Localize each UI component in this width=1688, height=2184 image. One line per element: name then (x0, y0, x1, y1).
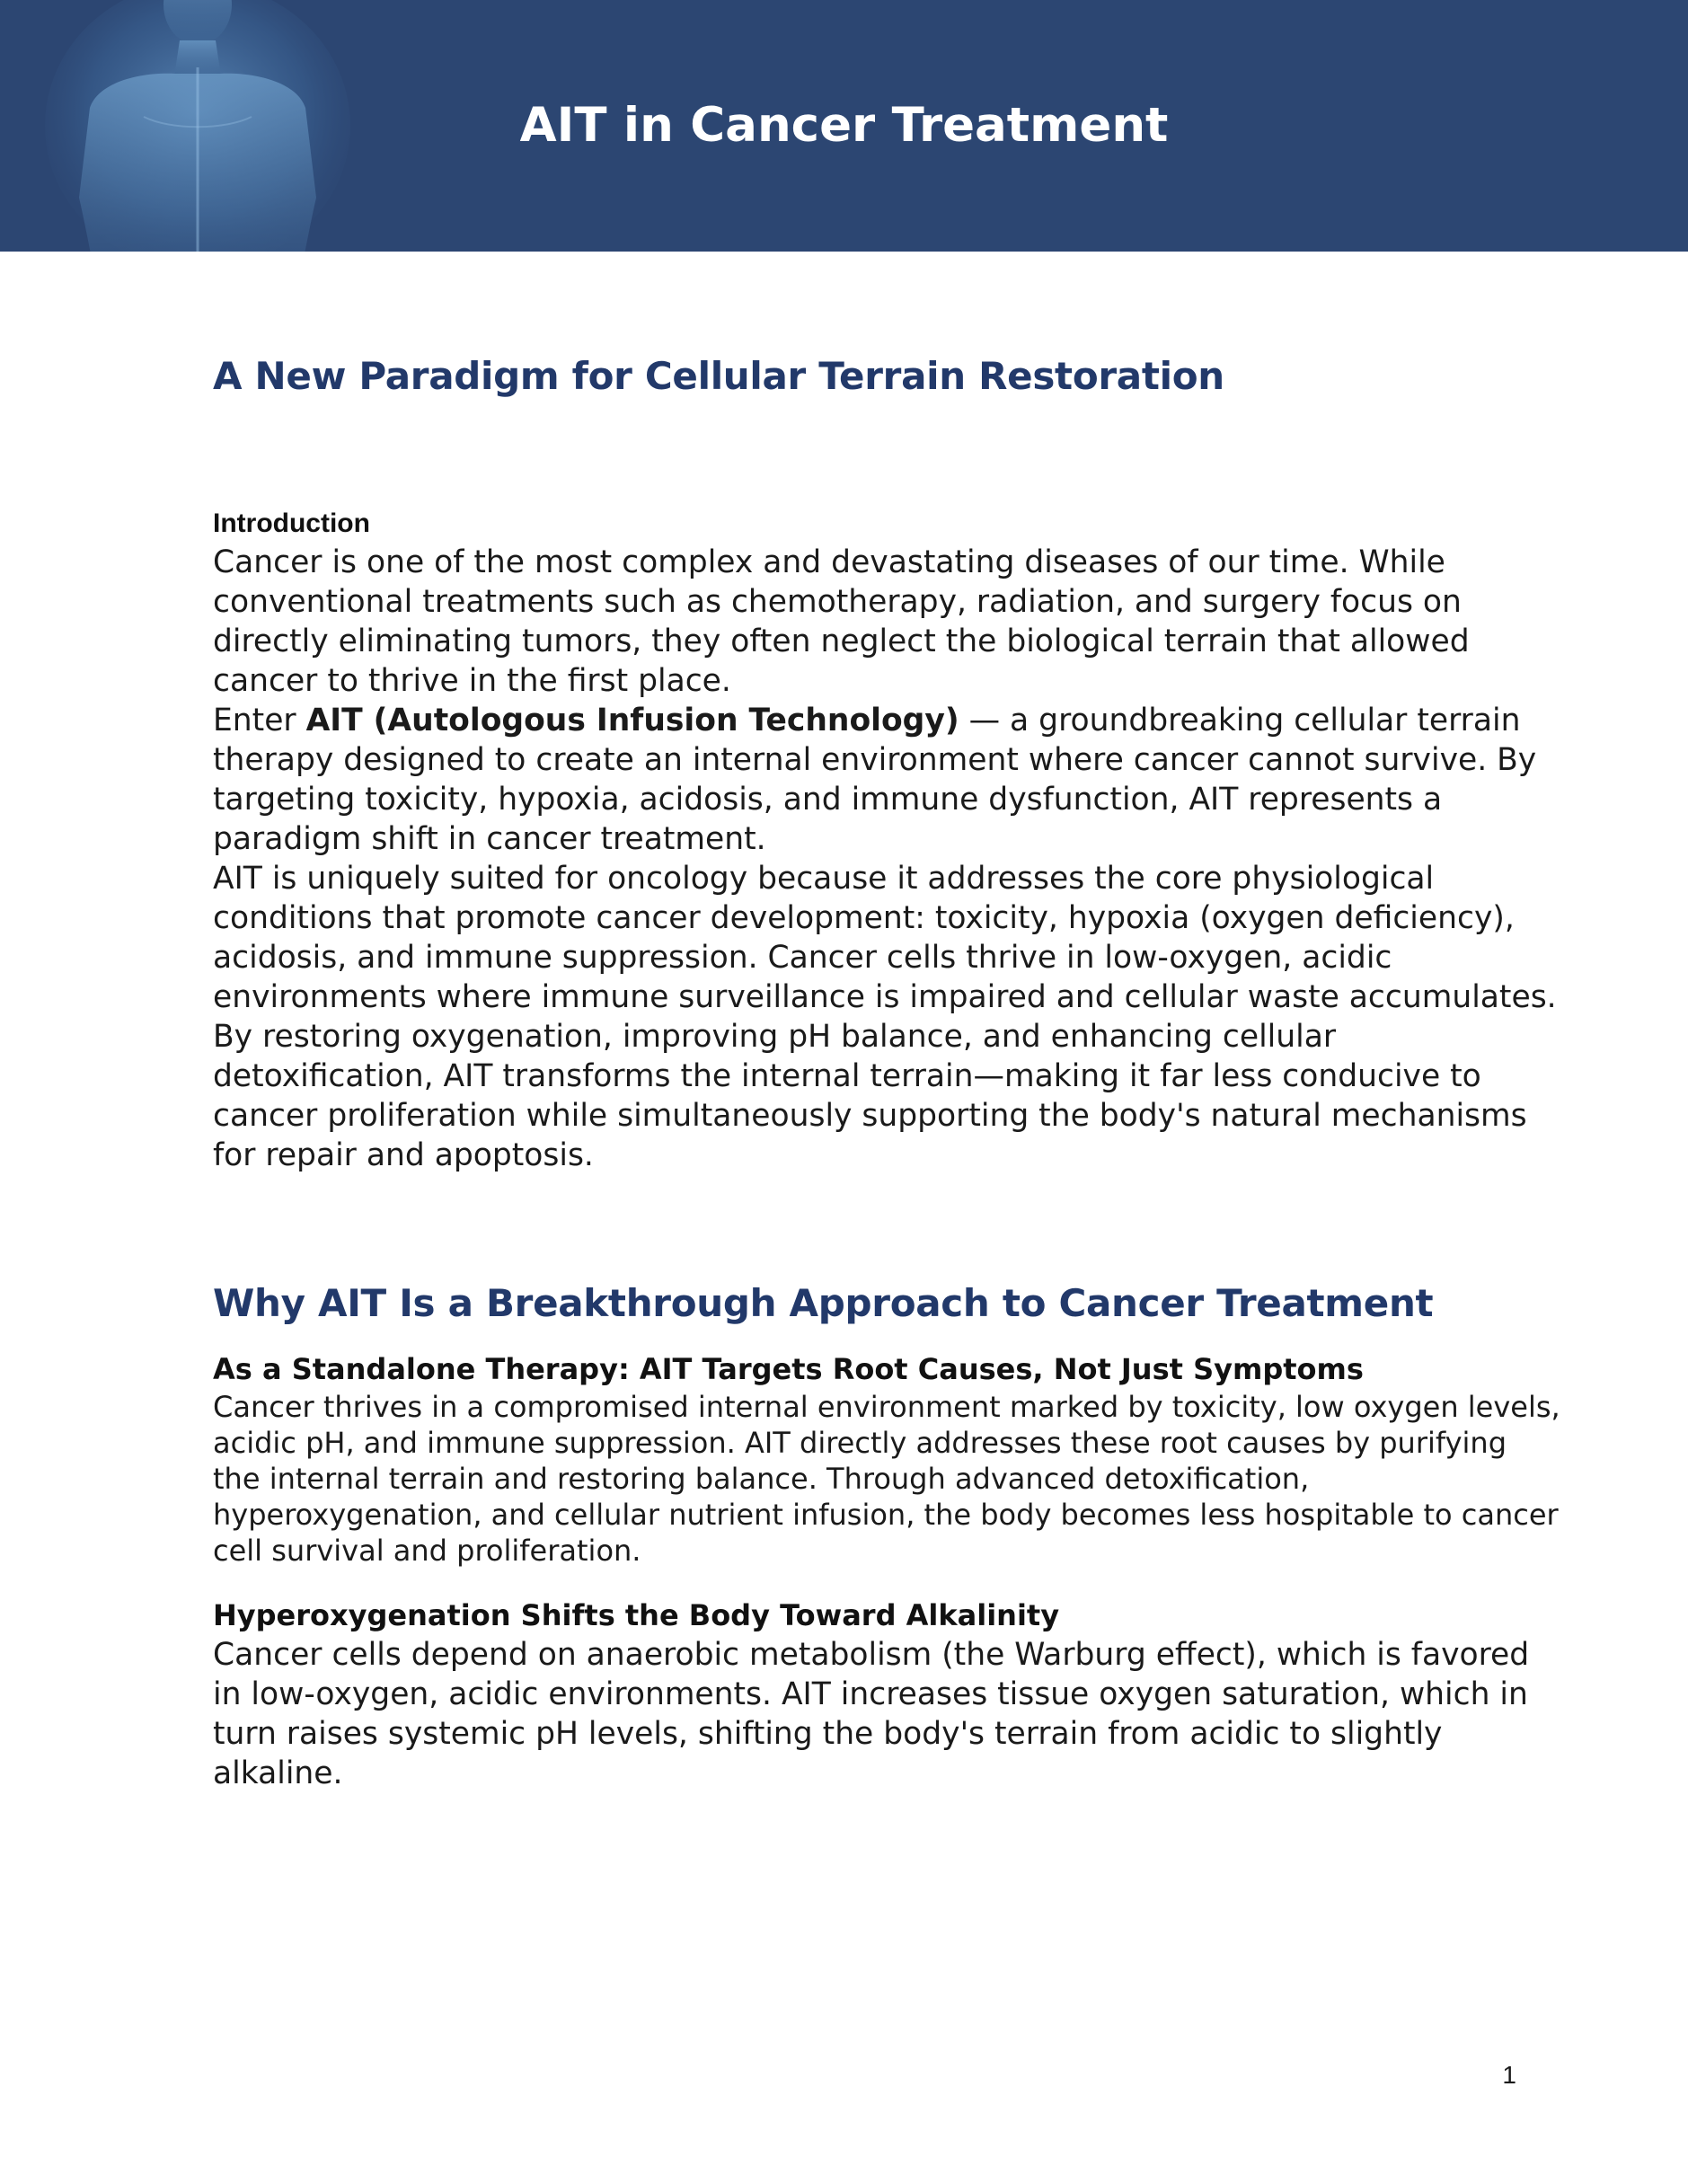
paragraph-root-causes: Cancer thrives in a compromised internal environment marked by toxicity, low oxygen levels, acidic pH, and immune suppression. AIT directly addresses these root causes by purifying the internal terrain and restoring balance. Through advanced detoxification, hyperoxygenation, and cellular nutrient infusion, the body becomes less hospitable to cancer cell survival and proliferation. (213, 1390, 1560, 1568)
page-title: AIT in Cancer Treatment (519, 98, 1169, 153)
paragraph-ait-intro (213, 701, 1560, 859)
section-heading-breakthrough: Why AIT Is a Breakthrough Approach to Cancer Treatment (213, 1281, 1434, 1325)
section-heading-new-paradigm: A New Paradigm for Cellular Terrain Restoration (213, 354, 1224, 398)
paragraph-cancer-overview: Cancer is one of the most complex and devastating diseases of our time. While conventional treatments such as chemotherapy, radiation, and surgery focus on directly eliminating tumors, they often neglect the biological terrain that allowed cancer to thrive in the first place. (213, 544, 1470, 699)
ait-definition: AIT (Autologous Infusion Technology) (305, 703, 959, 738)
paragraph-ait-rest: — a groundbreaking cellular terrain therapy designed to create an internal environment where cancer cannot survive. By targeting toxicity, hypoxia, acidosis, and immune dysfunction, AIT represents a paradigm shift in cancer treatment. (213, 703, 1537, 857)
introduction-label: Introduction (213, 508, 370, 538)
paragraph-oncology-suitability: AIT is uniquely suited for oncology because it addresses the core physiological conditions that promote cancer development: toxicity, hypoxia (oxygen deficiency), acidosis, and immune suppression. Cancer cells thrive in low-oxygen, acidic environments where immune surveillance is impaired and cellular waste accumulates. By restoring oxygenation, improving pH balance, and enhancing cellular detoxification, AIT transforms the internal terrain—making it far less conducive to cancer proliferation while simultaneously supporting the body's natural mechanisms for repair and apoptosis. (213, 861, 1557, 1173)
subheading-standalone-therapy: As a Standalone Therapy: AIT Targets Root Causes, Not Just Symptoms (213, 1352, 1364, 1386)
paragraph-warburg-effect: Cancer cells depend on anaerobic metabolism (the Warburg effect), which is favored in low-oxygen, acidic environments. AIT increases tissue oxygen saturation, which in turn raises systemic pH levels, shifting the body's terrain from acidic to slightly alkaline. (213, 1637, 1530, 1791)
main-content (213, 349, 1560, 1793)
page-number: 1 (1502, 2061, 1516, 2089)
header-banner (0, 0, 1688, 252)
paragraph-ait-prefix: Enter (213, 703, 306, 738)
subheading-hyperoxygenation: Hyperoxygenation Shifts the Body Toward Alkalinity (213, 1598, 1060, 1632)
